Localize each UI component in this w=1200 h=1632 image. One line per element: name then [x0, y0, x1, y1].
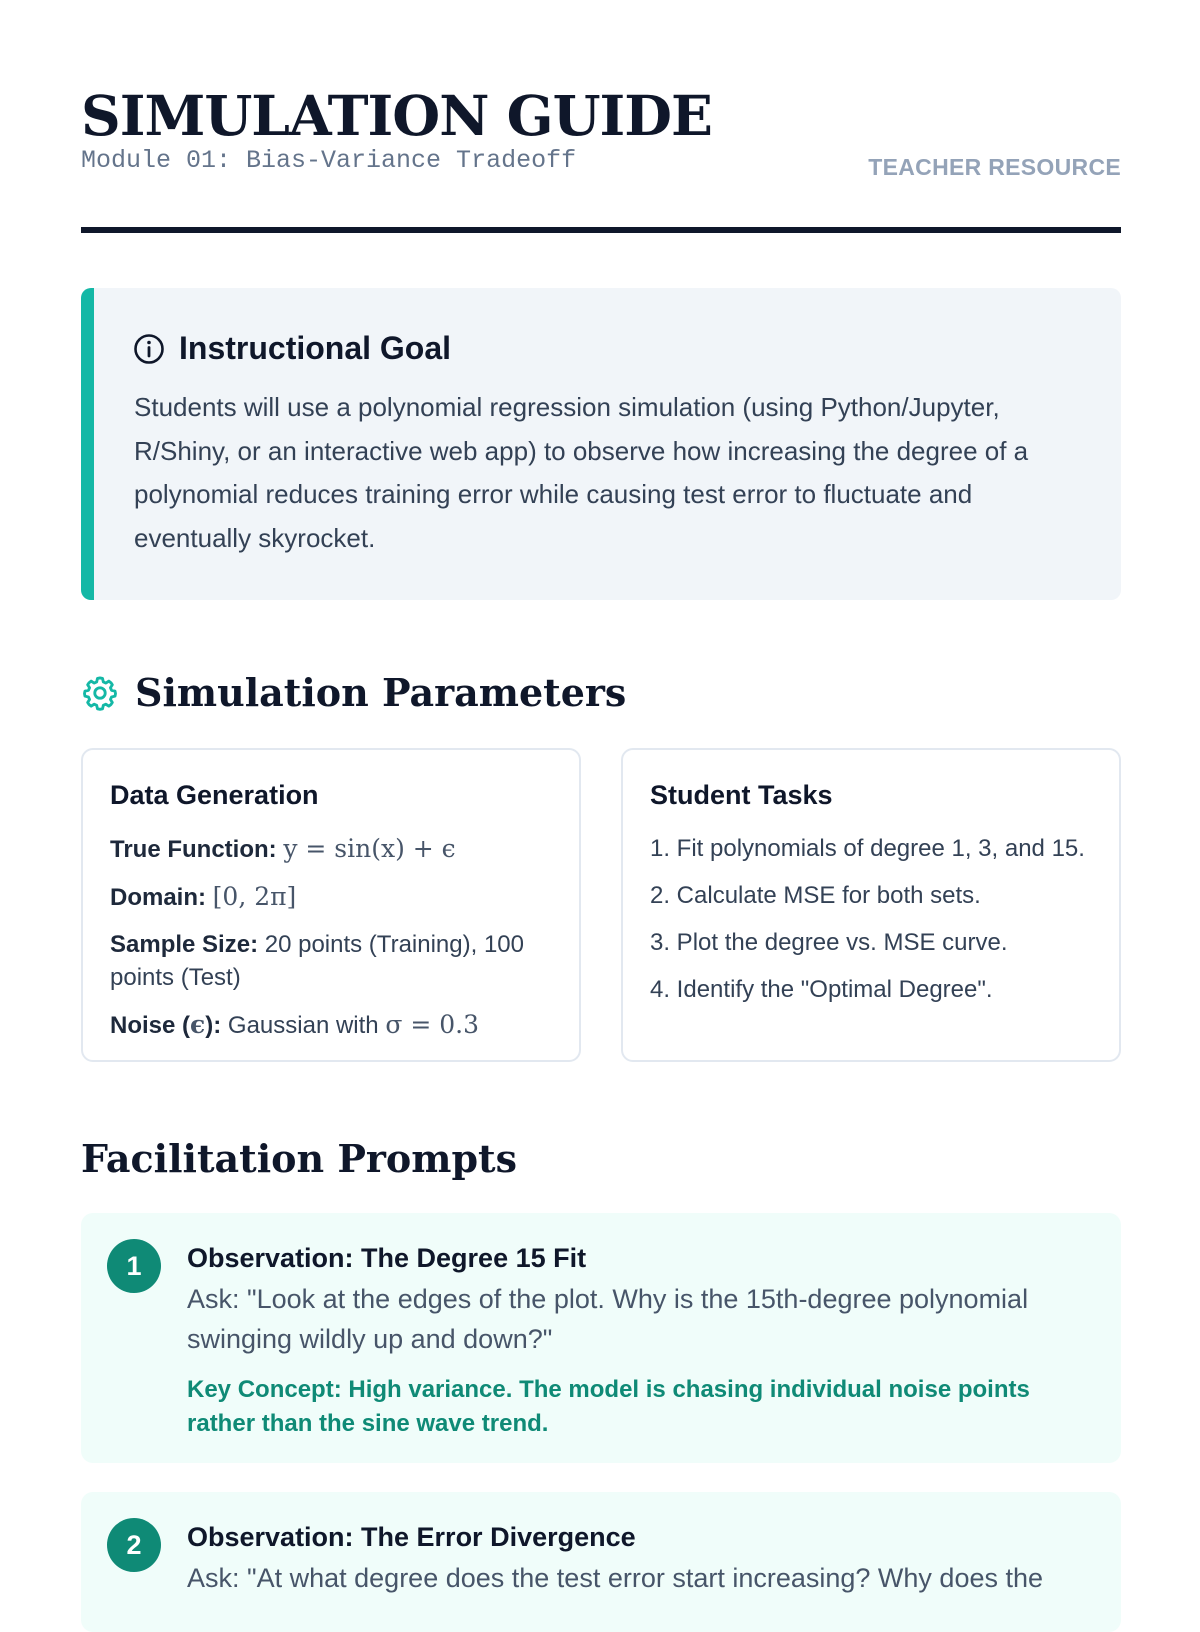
page-title: SIMULATION GUIDE [81, 83, 712, 148]
facilitation-prompts-heading [81, 1136, 517, 1181]
simulation-parameters-heading [81, 670, 626, 715]
prompt-number-badge: 2 [107, 1518, 161, 1572]
prompt-question: Ask: "At what degree does the test error start increasing? Why does the [187, 1563, 1044, 1593]
gear-icon [81, 674, 119, 712]
prompt-card [81, 1492, 1121, 1632]
true-function-label: True Function: [110, 836, 277, 863]
noise-value-math: σ = 0.3 [385, 1010, 479, 1039]
goal-accent-bar [81, 288, 94, 600]
domain-row [110, 880, 550, 914]
domain-value: [0, 2π] [212, 882, 297, 911]
task-item: 1. Fit polynomials of degree 1, 3, and 15. [650, 835, 1085, 862]
data-generation-card [81, 748, 581, 1062]
prompt-question: Ask: "Look at the edges of the plot. Why is the 15th-degree polynomial swinging wildly up and down?" [187, 1284, 1029, 1354]
true-function-value: y = sin(x) + ϵ [283, 834, 456, 863]
header-divider [81, 227, 1121, 233]
goal-title: Instructional Goal [179, 330, 452, 366]
module-subtitle: Module 01: Bias-Variance Tradeoff [81, 146, 577, 175]
goal-heading [133, 330, 451, 367]
domain-label: Domain: [110, 884, 206, 911]
true-function-row [110, 832, 550, 866]
key-concept: Key Concept: High variance. The model is chasing individual noise points rather than the sine wave trend. [187, 1376, 1030, 1437]
prompt-number-badge: 1 [107, 1239, 161, 1293]
student-tasks-title: Student Tasks [650, 780, 833, 810]
sample-size-row [110, 928, 550, 994]
noise-row [110, 1008, 550, 1042]
info-icon [133, 333, 165, 365]
task-item: 4. Identify the "Optimal Degree". [650, 976, 993, 1003]
parameters-title: Simulation Parameters [135, 670, 627, 715]
prompt-card [81, 1213, 1121, 1463]
prompt-title: Observation: The Degree 15 Fit [187, 1243, 587, 1273]
sample-size-label: Sample Size: [110, 931, 259, 958]
teacher-resource-label: TEACHER RESOURCE [868, 154, 1121, 180]
prompts-title: Facilitation Prompts [81, 1136, 517, 1181]
task-item: 2. Calculate MSE for both sets. [650, 882, 981, 909]
instructional-goal-box [81, 288, 1121, 600]
header [81, 80, 1121, 180]
student-tasks-card [621, 748, 1121, 1062]
prompt-title: Observation: The Error Divergence [187, 1522, 636, 1552]
data-generation-title: Data Generation [110, 780, 319, 810]
goal-text: Students will use a polynomial regression simulation (using Python/Jupyter, R/Shiny, or an interactive web app) to observe how increasing the degree of a polynomial reduces training error while causing test error to fluctuate and eventually skyrocket. [134, 392, 1029, 553]
noise-label: Noise (ϵ): [110, 1010, 222, 1039]
task-item: 3. Plot the degree vs. MSE curve. [650, 929, 1008, 956]
sample-size-value: 20 points (Training), 100 points (Test) [110, 931, 524, 991]
noise-value-text: Gaussian with [227, 1012, 379, 1039]
